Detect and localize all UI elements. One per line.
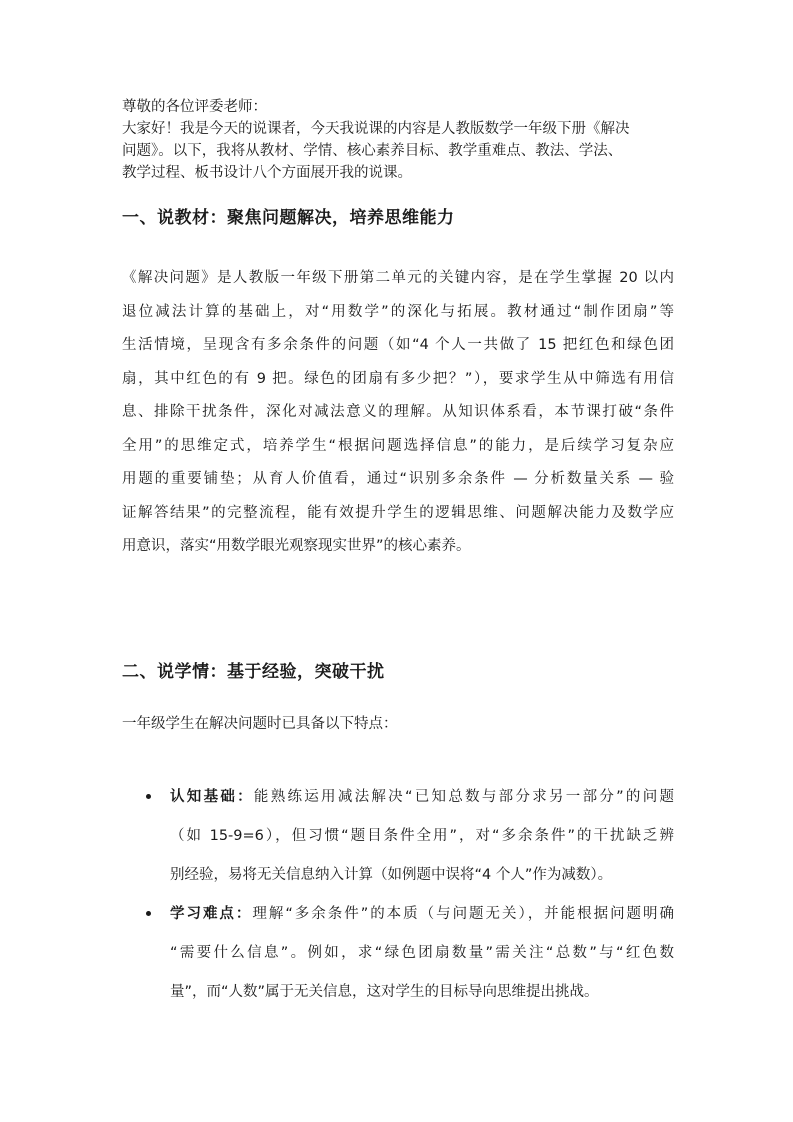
list-item — [122, 778, 674, 895]
paragraph-line: 证解答结果”的完整流程，能有效提升学生的逻辑思维、问题解决能力及数学应 — [122, 504, 674, 521]
section-2-lead — [122, 708, 674, 742]
paragraph-line: 生活情境，呈现含有多余条件的问题（如“4 个人一共做了 15 把红色和绿色团 — [122, 337, 674, 353]
intro-line: 教学过程、板书设计八个方面展开我的说课。 — [122, 165, 412, 181]
intro-line: 问题》。以下，我将从教材、学情、核心素养目标、教学重难点、教法、学法、 — [122, 143, 623, 159]
bullet-label: 学习难点： — [170, 906, 253, 922]
paragraph-line: 扇，其中红色的有 9 把。绿色的团扇有多少把？”），要求学生从中筛选有用信 — [122, 370, 674, 387]
bullet-dot — [146, 911, 151, 916]
paragraph-line: 用意识，落实“用数学眼光观察现实世界”的核心素养。 — [122, 538, 471, 554]
bullet-text: 能熟练运用减法解决“已知总数与部分求另一部分”的问题 — [253, 789, 675, 805]
bullet-text: 别经验，易将无关信息纳入计算（如例题中误将“4 个人”作为减数）。 — [170, 867, 613, 883]
bullet-text: （如 15-9=6），但习惯“题目条件全用”，对“多余条件”的干扰缺乏辨 — [170, 828, 674, 844]
bullet-dot — [146, 794, 151, 799]
paragraph-line: 用题的重要铺垫；从育人价值看，通过“识别多余条件 — 分析数量关系 — 验 — [122, 471, 674, 487]
intro-line: 大家好！我是今天的说课者，今天我说课的内容是人教版数学一年级下册《解决 — [122, 121, 630, 137]
section-1-paragraph — [122, 262, 674, 564]
list-item — [122, 895, 674, 1012]
bullet-text: 量”，而“人数”属于无关信息，这对学生的目标导向思维提出挑战。 — [170, 984, 599, 1000]
greeting-line: 尊敬的各位评委老师： — [122, 99, 267, 115]
intro-block — [122, 96, 682, 184]
paragraph-line: 全用”的思维定式，培养学生“根据问题选择信息”的能力，是后续学习复杂应 — [122, 437, 674, 454]
bullet-text: 理解“多余条件”的本质（与问题无关），并能根据问题明确 — [252, 906, 674, 922]
paragraph-line: 《解决问题》是人教版一年级下册第二单元的关键内容，是在学生掌握 20 以内 — [122, 270, 674, 286]
paragraph-line: 一年级学生在解决问题时已具备以下特点： — [122, 716, 398, 732]
bullet-label: 认知基础： — [170, 789, 254, 805]
paragraph-line: 退位减法计算的基础上，对“用数学”的深化与拓展。教材通过“制作团扇”等 — [122, 303, 674, 320]
section-2-heading: 二、说学情：基于经验，突破干扰 — [122, 662, 385, 682]
bullet-text: “需要什么信息”。例如，求“绿色团扇数量”需关注“总数”与“红色数 — [170, 945, 674, 961]
section-1-heading: 一、说教材：聚焦问题解决，培养思维能力 — [122, 208, 455, 228]
paragraph-line: 息、排除干扰条件，深化对减法意义的理解。从知识体系看，本节课打破“条件 — [122, 404, 674, 420]
learning-features-list — [122, 778, 674, 1012]
